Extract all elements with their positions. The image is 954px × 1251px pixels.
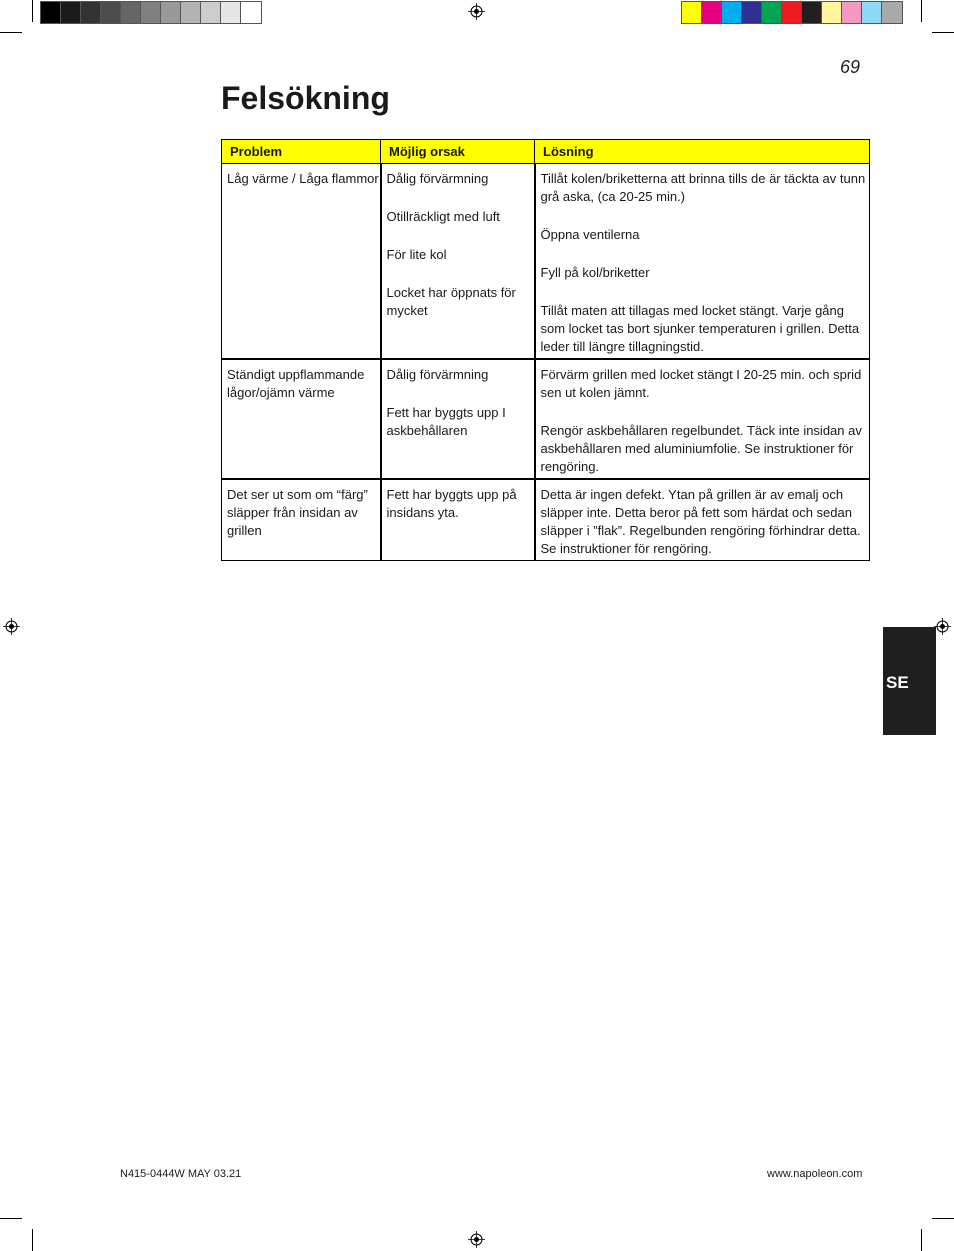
color-swatch bbox=[842, 2, 862, 23]
page-number: 69 bbox=[840, 57, 861, 77]
color-swatch bbox=[862, 2, 882, 23]
crop-mark bbox=[921, 0, 922, 22]
problem-cell bbox=[222, 359, 381, 479]
registration-mark-icon bbox=[934, 618, 951, 635]
solution-cell bbox=[535, 479, 870, 561]
page-title: Felsökning bbox=[221, 80, 390, 116]
color-swatch bbox=[762, 2, 782, 23]
crop-mark bbox=[921, 1229, 922, 1251]
cause-text: Fett har byggts upp på insidans yta. bbox=[386, 487, 517, 520]
cause-text: Dålig förvärmning bbox=[386, 367, 489, 382]
table-row bbox=[222, 164, 870, 360]
cause-cell bbox=[381, 164, 535, 360]
color-swatch bbox=[682, 2, 702, 23]
footer-doc-code: N415-0444W MAY 03.21 bbox=[120, 1168, 242, 1180]
color-swatch bbox=[241, 2, 261, 23]
crop-mark bbox=[0, 32, 22, 33]
color-swatch bbox=[221, 2, 241, 23]
crop-mark bbox=[32, 0, 33, 22]
header-solution: Lösning bbox=[535, 140, 870, 164]
problem-text: Det ser ut som om “färg” släpper från insidan av grillen bbox=[227, 487, 368, 538]
table-header-row bbox=[222, 140, 870, 164]
footer-website: www.napoleon.com bbox=[767, 1168, 863, 1180]
solution-text: Öppna ventilerna bbox=[540, 227, 640, 242]
cause-cell bbox=[381, 359, 535, 479]
problem-cell bbox=[222, 164, 381, 360]
cause-text: Locket har öppnats för mycket bbox=[386, 285, 516, 318]
crop-mark bbox=[0, 1218, 22, 1219]
solution-text: Tillåt maten att tillagas med locket stängt. Varje gång som locket tas bort sjunker temperaturen i grillen. Detta leder till längre tillagningstid. bbox=[540, 303, 860, 354]
solution-text: Tillåt kolen/briketterna att brinna tills de är täckta av tunn grå aska, (ca 20-25 min.) bbox=[540, 171, 866, 204]
solution-cell bbox=[535, 164, 870, 360]
crop-mark bbox=[932, 32, 954, 33]
table-row bbox=[222, 479, 870, 561]
color-swatch bbox=[722, 2, 742, 23]
troubleshooting-table bbox=[221, 139, 870, 561]
cause-text: Otillräckligt med luft bbox=[386, 209, 500, 224]
solution-cell bbox=[535, 359, 870, 479]
registration-mark-icon bbox=[468, 1231, 485, 1248]
solution-text: Detta är ingen defekt. Ytan på grillen är av emalj och släpper inte. Detta beror på fett som härdat och sedan släpper i ”flak”. Regelbunden rengöring förhindrar detta. Se instruktioner för rengöring. bbox=[540, 487, 861, 556]
color-swatch bbox=[782, 2, 802, 23]
color-swatch bbox=[61, 2, 81, 23]
solution-text: Förvärm grillen med locket stängt I 20-25 min. och sprid sen ut kolen jämnt. bbox=[540, 367, 862, 400]
solution-text: Fyll på kol/briketter bbox=[540, 265, 650, 280]
color-swatch bbox=[161, 2, 181, 23]
header-cause: Möjlig orsak bbox=[381, 140, 535, 164]
crop-mark bbox=[932, 1218, 954, 1219]
problem-cell bbox=[222, 479, 381, 561]
problem-text: Låg värme / Låga flammor bbox=[227, 171, 379, 186]
registration-mark-icon bbox=[3, 618, 20, 635]
gray-color-bar bbox=[40, 1, 262, 24]
color-swatch bbox=[41, 2, 61, 23]
color-swatch bbox=[181, 2, 201, 23]
cause-text: Dålig förvärmning bbox=[386, 171, 489, 186]
cause-cell bbox=[381, 479, 535, 561]
process-color-bar bbox=[681, 1, 903, 24]
color-swatch bbox=[742, 2, 762, 23]
color-swatch bbox=[141, 2, 161, 23]
color-swatch bbox=[81, 2, 101, 23]
language-tab bbox=[883, 627, 936, 735]
problem-text: Ständigt uppflammande lågor/ojämn värme bbox=[227, 367, 365, 400]
solution-text: Rengör askbehållaren regelbundet. Täck inte insidan av askbehållaren med aluminiumfolie. Se instruktioner för rengöring. bbox=[540, 423, 862, 474]
color-swatch bbox=[101, 2, 121, 23]
table-body bbox=[222, 164, 870, 561]
color-swatch bbox=[702, 2, 722, 23]
color-swatch bbox=[802, 2, 822, 23]
color-swatch bbox=[121, 2, 141, 23]
color-swatch bbox=[822, 2, 842, 23]
color-swatch bbox=[201, 2, 221, 23]
crop-mark bbox=[32, 1229, 33, 1251]
header-problem: Problem bbox=[222, 140, 381, 164]
color-swatch bbox=[882, 2, 902, 23]
cause-text: För lite kol bbox=[386, 247, 447, 262]
registration-mark-icon bbox=[468, 3, 485, 20]
cause-text: Fett har byggts upp I askbehållaren bbox=[386, 405, 506, 438]
table-row bbox=[222, 359, 870, 479]
language-tab-label: SE bbox=[886, 673, 909, 692]
